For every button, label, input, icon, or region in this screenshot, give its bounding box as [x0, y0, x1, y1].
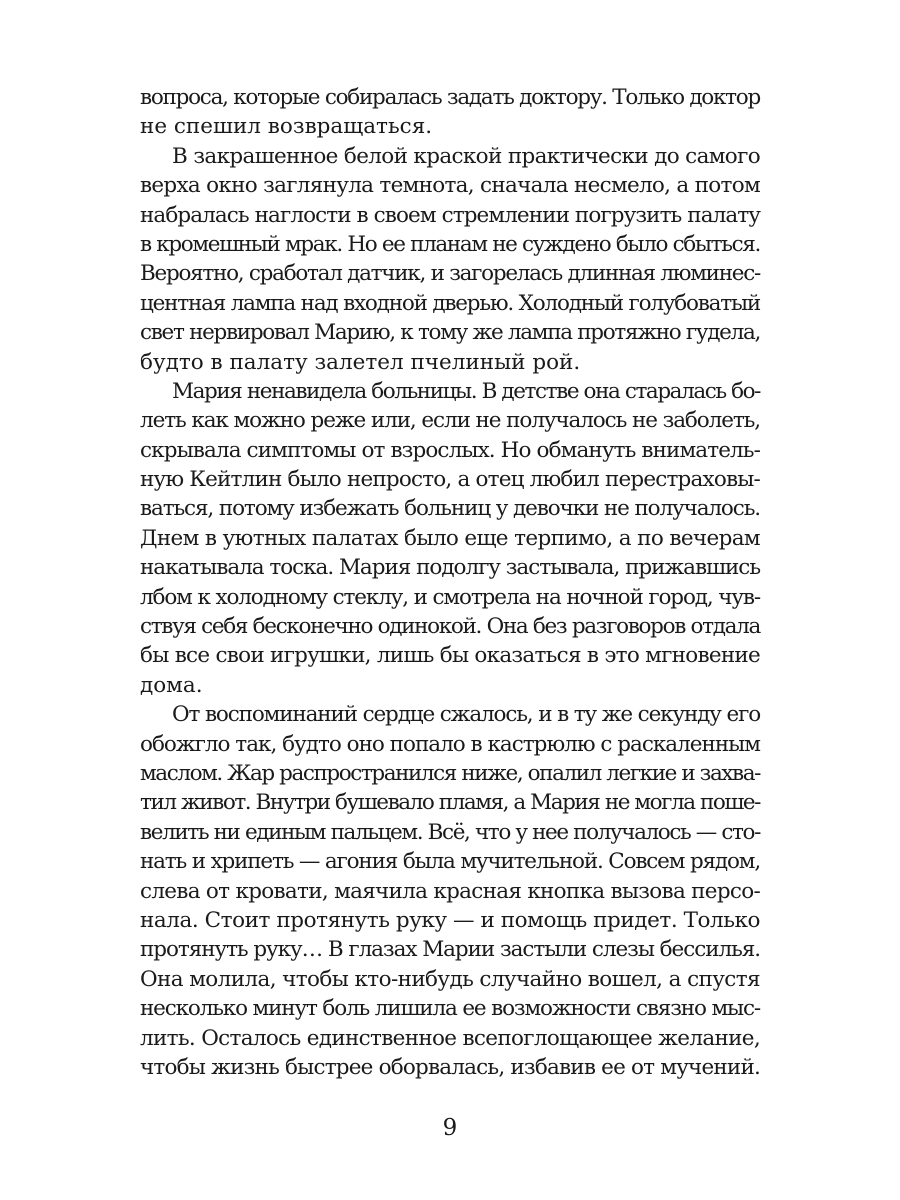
paragraph-1	[140, 83, 760, 142]
text-line: ную Кейтлин было непросто, а отец любил перестраховы-	[140, 467, 760, 493]
page-number: 9	[442, 1115, 458, 1141]
text-line: накатывала тоска. Мария подолгу застывала, прижавшись	[140, 555, 760, 581]
text-line: Она молила, чтобы кто-нибудь случайно вошел, а спустя	[140, 966, 760, 992]
text-line: лить. Осталось единственное всепоглощающее желание,	[140, 1025, 760, 1051]
text-line: в кромешный мрак. Но ее планам не суждено было сбыться.	[140, 231, 760, 257]
text-line: протянуть руку… В глазах Марии застыли слезы бессилья.	[140, 937, 760, 963]
text-line: набралась наглости в своем стремлении погрузить палату	[140, 202, 760, 228]
text-line: будто в палату залетел пчелиный рой.	[140, 349, 581, 375]
text-line: лбом к холодному стеклу, и смотрела на ночной город, чув-	[140, 584, 760, 610]
book-page	[140, 83, 760, 1183]
text-line: тил живот. Внутри бушевало пламя, а Мария не могла поше-	[140, 790, 760, 816]
text-line: центная лампа над входной дверью. Холодный голубоватый	[140, 290, 760, 316]
text-line: чтобы жизнь быстрее оборвалась, избавив ее от мучений.	[140, 1054, 760, 1080]
text-line: Днем в уютных палатах было еще терпимо, а по вечерам	[140, 525, 760, 551]
paragraph-3	[140, 377, 760, 700]
text-line: В закрашенное белой краской практически до самого	[172, 143, 760, 169]
text-line: вопроса, которые собиралась задать доктору. Только доктор	[140, 85, 760, 110]
text-line: слева от кровати, маячила красная кнопка вызова персо-	[140, 878, 760, 904]
text-line: ваться, потому избежать больниц у девочки не получалось.	[140, 496, 760, 522]
text-line: Вероятно, сработал датчик, и загорелась длинная люминес-	[140, 261, 761, 287]
paragraph-4	[140, 700, 760, 1082]
text-line: обожгло так, будто оно попало в кастрюлю с раскаленным	[140, 731, 760, 757]
text-line: Мария ненавидела больницы. В детстве она старалась бо-	[172, 378, 760, 404]
text-line: дома.	[140, 672, 203, 698]
text-line: нать и хрипеть — агония была мучительной. Совсем рядом,	[140, 849, 760, 875]
text-line: нала. Стоит протянуть руку — и помощь придет. Только	[140, 907, 760, 933]
text-line: верха окно заглянула темнота, сначала несмело, а потом	[140, 173, 760, 199]
text-line: ствуя себя бесконечно одинокой. Она без разговоров отдала	[140, 614, 760, 640]
text-line: скрывала симптомы от взрослых. Но обмануть вниматель-	[140, 437, 760, 463]
text-line: велить ни единым пальцем. Всё, что у нее получалось — сто-	[140, 819, 760, 845]
text-line: От воспоминаний сердце сжалось, и в ту же секунду его	[172, 702, 760, 728]
text-line: бы все свои игрушки, лишь бы оказаться в это мгновение	[140, 643, 760, 669]
text-line: несколько минут боль лишила ее возможности связно мыс-	[140, 996, 760, 1022]
paragraph-2	[140, 142, 760, 377]
body-text	[140, 83, 760, 1082]
text-line: не спешил возвращаться.	[140, 114, 433, 140]
text-line: маслом. Жар распространился ниже, опалил легкие и захва-	[140, 760, 760, 786]
text-line: свет нервировал Марию, к тому же лампа протяжно гудела,	[140, 320, 760, 346]
text-line: леть как можно реже или, если не получалось не заболеть,	[140, 408, 760, 434]
